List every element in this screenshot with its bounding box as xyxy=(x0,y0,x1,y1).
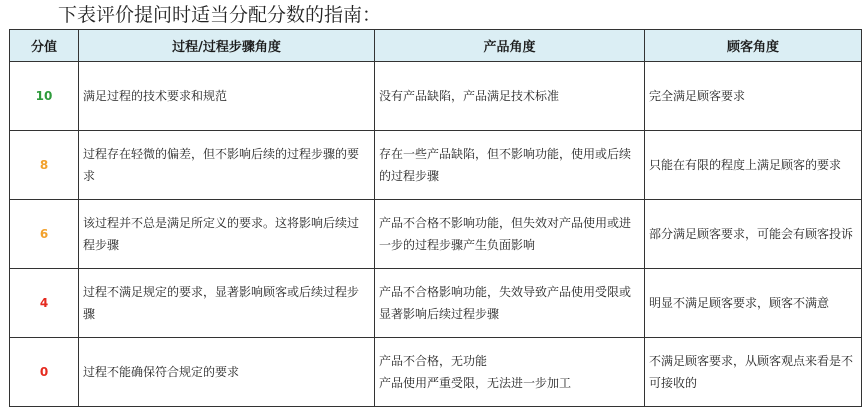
score-value: 10 xyxy=(10,62,79,131)
customer-criteria: 完全满足顾客要求 xyxy=(645,62,862,131)
header-score: 分值 xyxy=(10,30,79,62)
table-row xyxy=(10,62,862,131)
product-criteria: 产品不合格影响功能，失效导致产品使用受限或显著影响后续过程步骤 xyxy=(375,269,645,338)
page-title: 下表评价提问时适当分配分数的指南： xyxy=(58,4,382,26)
product-criteria: 存在一些产品缺陷，但不影响功能，使用或后续的过程步骤 xyxy=(375,131,645,200)
table-row xyxy=(10,200,862,269)
header-customer-perspective: 顾客角度 xyxy=(645,30,862,62)
process-criteria: 过程不满足规定的要求，显著影响顾客或后续过程步骤 xyxy=(79,269,375,338)
product-criteria: 没有产品缺陷，产品满足技术标准 xyxy=(375,62,645,131)
table-row xyxy=(10,131,862,200)
header-process-perspective: 过程/过程步骤角度 xyxy=(79,30,375,62)
process-criteria: 过程不能确保符合规定的要求 xyxy=(79,338,375,407)
score-value: 6 xyxy=(10,200,79,269)
product-criteria-line: 产品使用严重受限，无法进一步加工 xyxy=(379,376,572,390)
table-row xyxy=(10,338,862,407)
product-criteria-line: 产品不合格，无功能 xyxy=(379,354,488,368)
header-product-perspective: 产品角度 xyxy=(375,30,645,62)
process-criteria: 该过程并不总是满足所定义的要求。这将影响后续过程步骤 xyxy=(79,200,375,269)
table-header-row xyxy=(10,30,862,62)
process-criteria: 满足过程的技术要求和规范 xyxy=(79,62,375,131)
table-row xyxy=(10,269,862,338)
customer-criteria: 部分满足顾客要求，可能会有顾客投诉 xyxy=(645,200,862,269)
customer-criteria: 只能在有限的程度上满足顾客的要求 xyxy=(645,131,862,200)
product-criteria xyxy=(375,338,645,407)
product-criteria: 产品不合格不影响功能，但失效对产品使用或进一步的过程步骤产生负面影响 xyxy=(375,200,645,269)
customer-criteria: 明显不满足顾客要求，顾客不满意 xyxy=(645,269,862,338)
customer-criteria: 不满足顾客要求，从顾客观点来看是不可接收的 xyxy=(645,338,862,407)
scoring-guide-table xyxy=(9,29,862,407)
process-criteria: 过程存在轻微的偏差，但不影响后续的过程步骤的要求 xyxy=(79,131,375,200)
score-value: 4 xyxy=(10,269,79,338)
score-value: 8 xyxy=(10,131,79,200)
score-value: 0 xyxy=(10,338,79,407)
